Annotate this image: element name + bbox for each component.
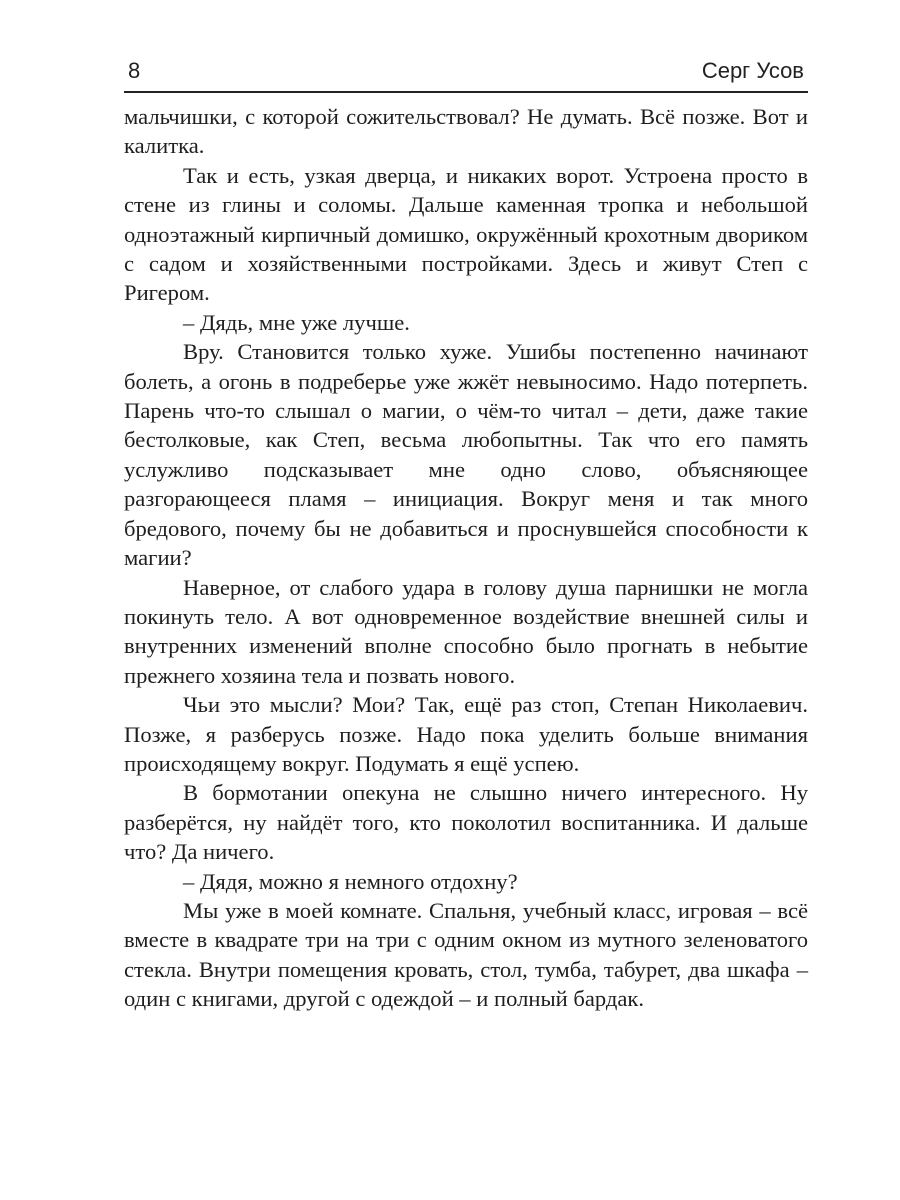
body-text [124,102,808,1014]
header-rule [124,91,808,93]
paragraph: – Дядь, мне уже лучше. [183,309,410,335]
page-number: 8 [128,58,141,83]
paragraph: – Дядя, можно я немного отдохну? [183,868,518,894]
running-head-author: Серг Усов [701,58,804,83]
paragraph: Мы уже в моей комнате. Спальня, учебный класс, игровая – всё вместе в квадрате три на три с одним окном из мутного зеленоватого стекла. Внутри помещения кровать, стол, тумба, табурет, два шкафа – один с книгами, другой с одеждой – и полный бардак. [124,897,808,1012]
paragraph: Наверное, от слабого удара в голову душа парнишки не могла покинуть тело. А вот одновременное воздействие внешней силы и внутренних изменений вполне способно было прогнать в небытие прежнего хозяина тела и позвать нового. [124,574,808,688]
paragraph: Так и есть, узкая дверца, и никаких ворот. Устроена просто в стене из глины и соломы. Дальше каменная тропка и небольшой одноэтажный кирпичный домишко, окружённый крохотным двориком с садом и хозяйственными постройками. Здесь и живут Степ с Ригером. [124,162,808,306]
paragraph: Чьи это мысли? Мои? Так, ещё раз стоп, Степан Николаевич. Позже, я разберусь позже. Надо пока уделить больше внимания происходящему вокруг. Подумать я ещё успею. [124,692,808,776]
page-header [124,58,804,94]
paragraph: В бормотании опекуна не слышно ничего интересного. Ну разберётся, ну найдёт того, кто поколотил воспитанника. И дальше что? Да ничего. [124,780,808,865]
paragraph: мальчишки, с которой сожительствовал? Не думать. Всё позже. Вот и калитка. [124,104,808,159]
paragraph: Вру. Становится только хуже. Ушибы постепенно начинают болеть, а огонь в подреберье уже жжёт невыносимо. Надо потерпеть. Парень что-то слышал о магии, о чём-то читал – дети, даже такие бестолковые, как Степ, весьма любопытны. Так что его память услужливо подсказывает мне одно слово, объясняющее разгорающееся пламя – инициация. Вокруг меня и так много бредового, почему бы не добавиться и проснувшейся способности к магии? [124,339,808,571]
